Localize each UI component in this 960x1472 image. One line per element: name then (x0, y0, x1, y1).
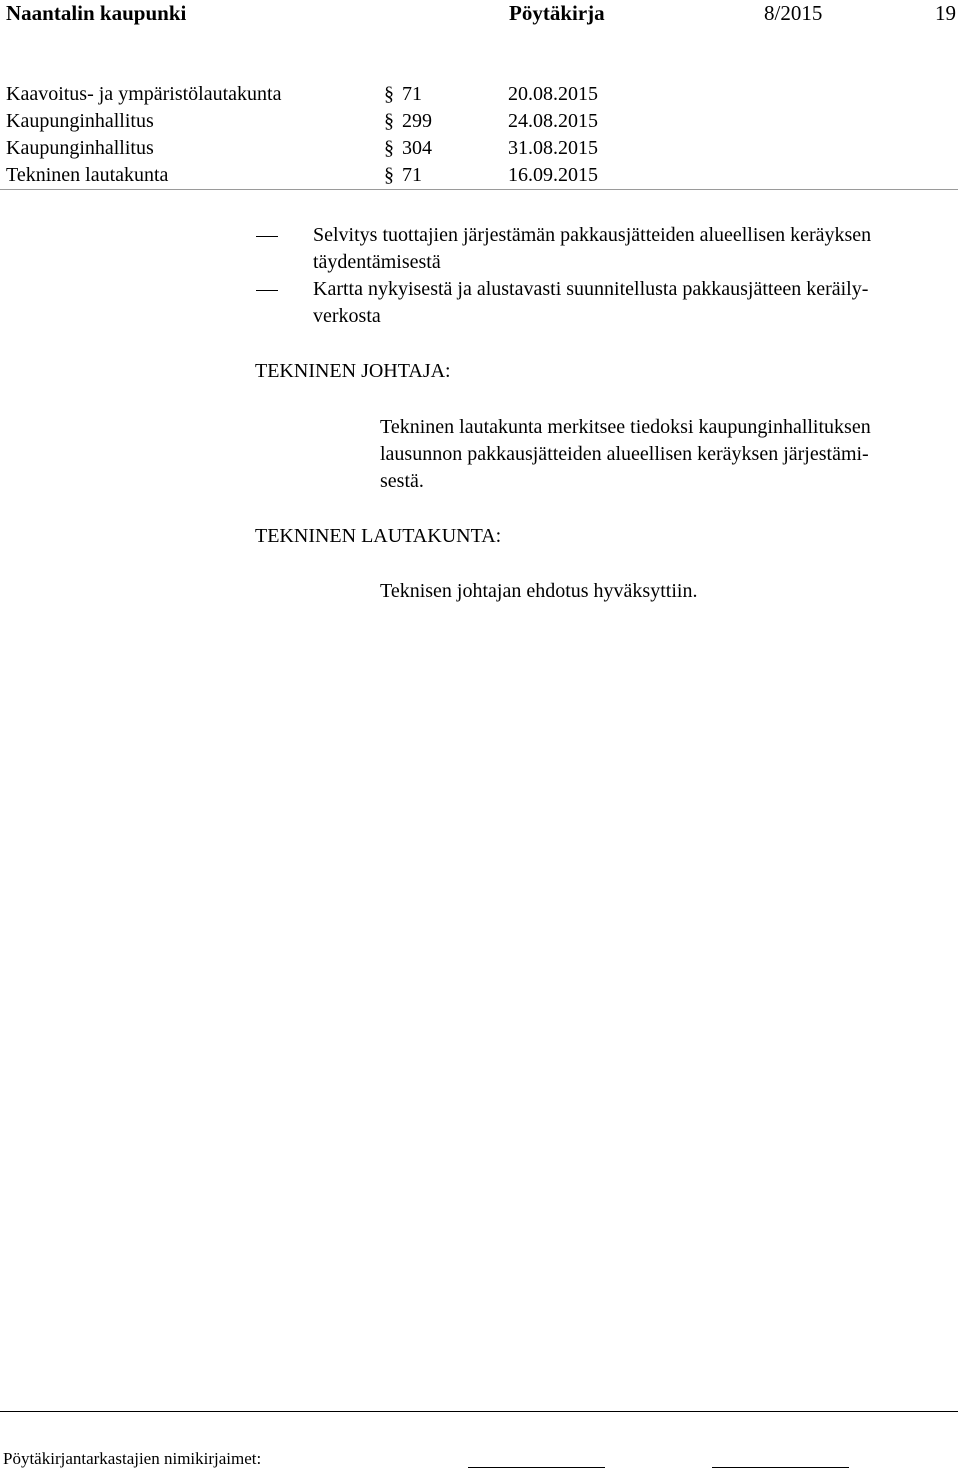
decision-heading: TEKNINEN LAUTAKUNTA: (255, 525, 502, 547)
signature-line (712, 1467, 849, 1468)
footer-label: Pöytäkirjantarkastajien nimikirjaimet: (3, 1449, 262, 1468)
proposal-line: lausunnon pakkausjätteiden alueellisen keräyksen järjestämi- (380, 443, 869, 465)
proposal-line: Tekninen lautakunta merkitsee tiedoksi kaupunginhallituksen (380, 416, 871, 438)
section-sign: § (384, 83, 394, 105)
history-divider (0, 189, 958, 190)
history-date: 16.09.2015 (508, 164, 598, 186)
section-sign: § (384, 164, 394, 186)
section-sign: § (384, 110, 394, 132)
decision-text: Teknisen johtajan ehdotus hyväksyttiin. (380, 580, 698, 602)
history-section: 71 (402, 164, 422, 186)
attachment-line: Kartta nykyisestä ja alustavasti suunnitellusta pakkausjätteen keräily- (313, 278, 869, 300)
organization-name: Naantalin kaupunki (6, 1, 187, 25)
attachment-line: Selvitys tuottajien järjestämän pakkausjätteiden alueellisen keräyksen (313, 224, 872, 246)
dash-bullet-icon (256, 236, 278, 237)
history-section: 71 (402, 83, 422, 105)
footer-divider (0, 1411, 958, 1412)
history-date: 20.08.2015 (508, 83, 598, 105)
history-body: Tekninen lautakunta (6, 164, 169, 186)
proposal-heading: TEKNINEN JOHTAJA: (255, 360, 451, 382)
signature-line (468, 1467, 605, 1468)
meeting-number: 8/2015 (764, 1, 823, 25)
attachment-line: täydentämisestä (313, 251, 441, 273)
history-body: Kaavoitus- ja ympäristölautakunta (6, 83, 282, 105)
attachment-line: verkosta (313, 305, 381, 327)
page-number: 19 (935, 1, 956, 25)
dash-bullet-icon (256, 290, 278, 291)
history-section: 299 (402, 110, 432, 132)
document-type: Pöytäkirja (509, 1, 605, 25)
history-body: Kaupunginhallitus (6, 110, 154, 132)
history-section: 304 (402, 137, 432, 159)
history-date: 24.08.2015 (508, 110, 598, 132)
history-body: Kaupunginhallitus (6, 137, 154, 159)
section-sign: § (384, 137, 394, 159)
history-date: 31.08.2015 (508, 137, 598, 159)
proposal-line: sestä. (380, 470, 424, 492)
